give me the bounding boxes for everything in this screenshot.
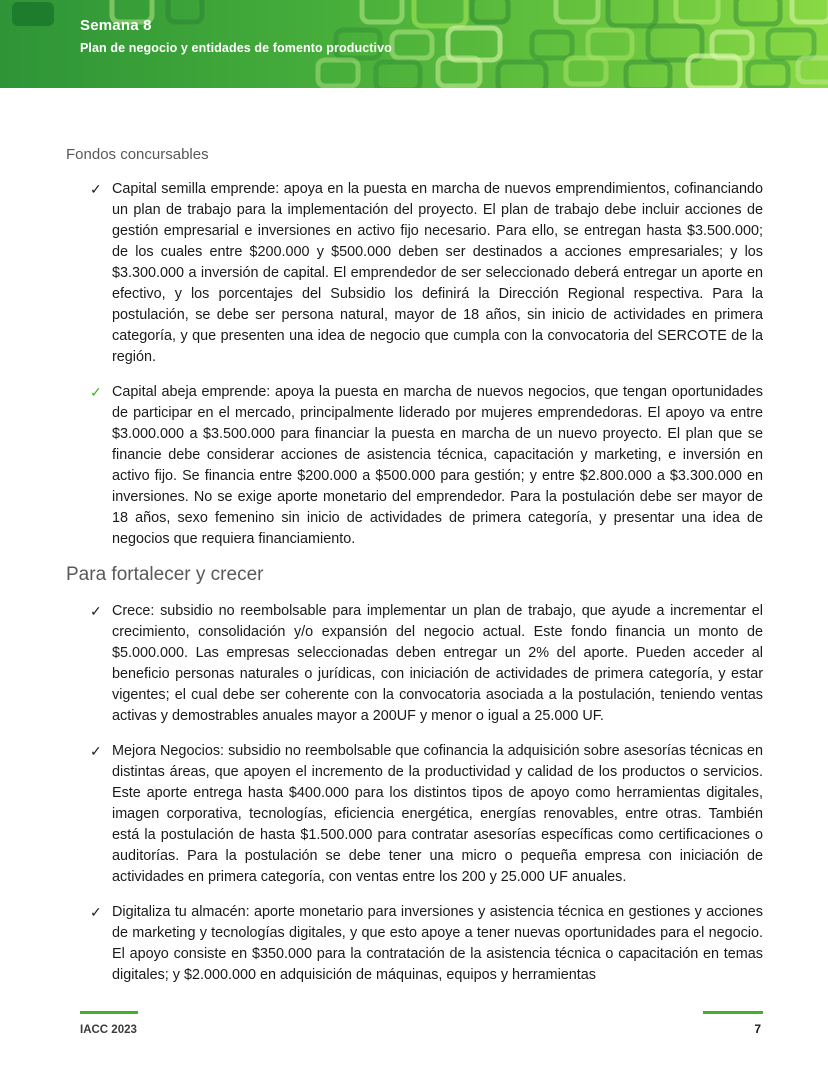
week-title: Semana 8 [80,17,152,34]
item-text: Crece: subsidio no reembolsable para implementar un plan de trabajo, que ayude a incrementar el crecimiento, consolidación y/o expansión del negocio actual. Este fondo financia un monto de $5.000.000. Las empresas seleccionadas deben entregar un 2% del aporte. Pueden acceder al beneficio personas naturales o jurídicas, con iniciación de actividades de primera categoría, y estar vigentes; el cual debe ser coherente con la convocatoria asociada a la postulación, teniendo ventas activas y demostrables anuales mayor a 200UF y menor o igual a 25.000 UF. [112,603,763,724]
footer-brand: IACC 2023 [80,1024,137,1036]
checkmark-icon: ✓ [90,743,102,759]
footer-brand-block [80,1011,138,1038]
item-text: Digitaliza tu almacén: aporte monetario para inversiones y asistencia técnica en gestiones y acciones de marketing y tecnologías digitales, y que esto apoye a tener nuevas oportunidades para el negocio. El apoyo consiste en $350.000 para la contratación de la asistencia técnica o capacitación en temas digitales; y $2.000.000 en adquisición de máquinas, equipos y herramientas [112,904,763,983]
checkmark-icon: ✓ [90,603,102,619]
checkmark-icon: ✓ [90,384,102,400]
footer-accent-rule [80,1011,138,1014]
page-number: 7 [754,1022,761,1036]
list-item-capital-semilla [90,179,763,368]
item-text: Capital semilla emprende: apoya en la puesta en marcha de nuevos emprendimientos, cofinanciando un plan de trabajo para la implementación del proyecto. El plan de trabajo debe incluir acciones de gestión empresarial e inversiones en activo fijo necesario. Para ello, se entregan hasta $3.500.000; de los cuales entre $200.000 y $500.000 deben ser destinados a acciones empresariales; y los $3.300.000 a inversión de capital. El emprendedor de ser seleccionado deberá entregar un aporte en efectivo, y los porcentajes del Subsidio los definirá la Dirección Regional respectiva. Para la postulación, se debe ser persona natural, mayor de 18 años, sin inicio de actividades en primera categoría, y que presenten una idea de negocio que cumpla con la convocatoria del SERCOTE de la región. [112,181,763,365]
list-item-capital-abeja [90,382,763,550]
document-body [0,88,828,986]
week-subtitle: Plan de negocio y entidades de fomento productivo [80,41,392,55]
list-item-digitaliza-tu-almacen [90,902,763,986]
checkmark-icon: ✓ [90,904,102,920]
section-title-fondos-concursables: Fondos concursables [66,146,209,163]
page-header [0,0,828,88]
checkmark-icon: ✓ [90,181,102,197]
footer-accent-rule [703,1011,763,1014]
item-text: Mejora Negocios: subsidio no reembolsable que cofinancia la adquisición sobre asesorías técnicas en distintas áreas, que apoyen el incremento de la productividad y calidad de los productos o servicios. Este aporte entrega hasta $400.000 para los distintos tipos de apoyo como herramientas digitales, imagen corporativa, tecnologías, eficiencia energética, energías renovables, entre otras. También está la postulación de hasta $1.500.000 para contratar asesorías específicas como certificaciones o auditorías. Para la postulación se debe tener una micro o pequeña empresa con iniciación de actividades en primera categoría, con ventas entre los 200 y 25.000 UF anuales. [112,743,763,885]
list-item-mejora-negocios [90,741,763,888]
list-item-crece [90,601,763,727]
section-title-para-fortalecer-y-crecer: Para fortalecer y crecer [66,564,264,585]
item-text: Capital abeja emprende: apoya la puesta en marcha de nuevos negocios, que tengan oportunidades de participar en el mercado, principalmente liderado por mujeres emprendedoras. El apoyo va entre $3.000.000 a $3.500.000 para financiar la puesta en marcha de un nuevo proyecto. El plan que se financie debe considerar acciones de asistencia técnica, capacitación y marketing, e inversión en activo fijo. Se financia entre $200.000 a $500.000 para gestión; y entre $2.800.000 a $3.300.000 en inversiones. No se exige aporte monetario del emprendedor. Para la postulación debe ser mayor de 18 años, sexo femenino sin inicio de actividades de primera categoría, y presentar una idea de negocios que requiera financiamiento. [112,384,763,547]
header-titles [80,17,392,55]
footer-page-block [703,1011,763,1038]
